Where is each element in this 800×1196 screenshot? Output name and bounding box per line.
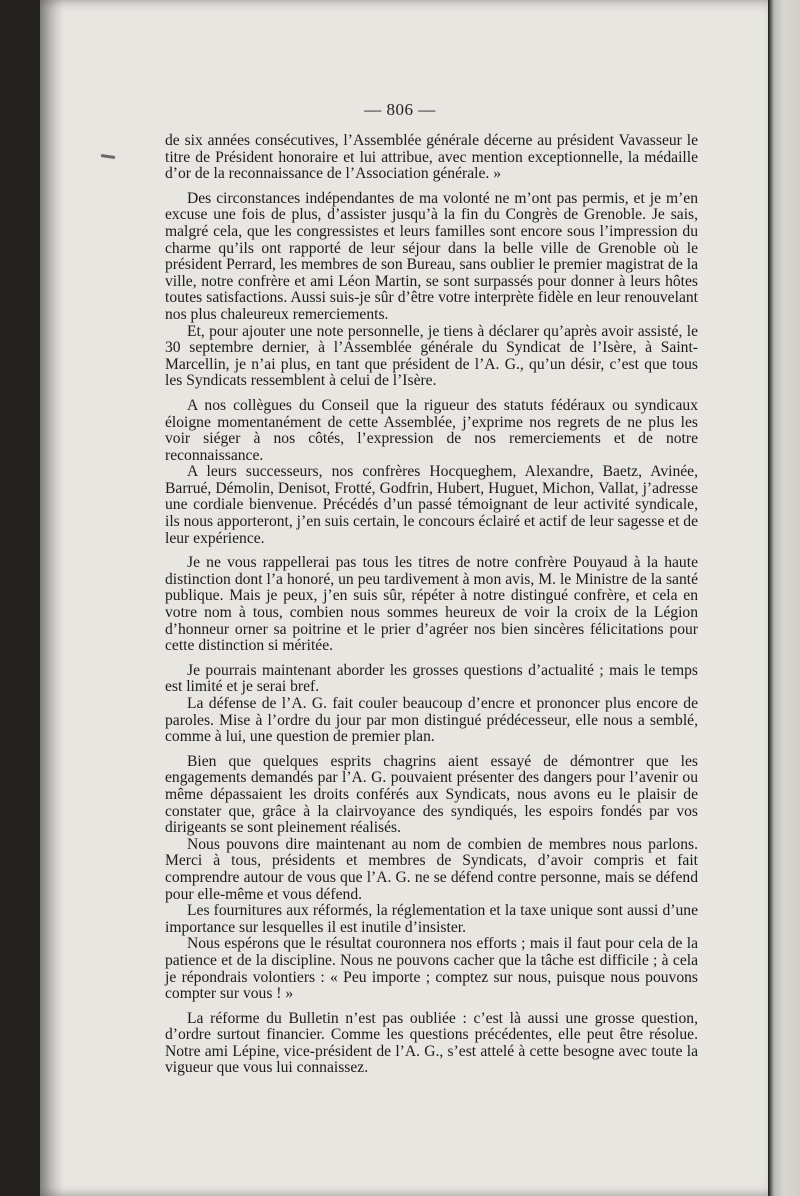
paragraph: Les fournitures aux réformés, la réglementation et la taxe unique sont aussi d’une importance sur lesquelles il est inutile d’insister.: [165, 902, 698, 936]
paragraph: Des circonstances indépendantes de ma volonté ne m’ont pas permis, et je m’en excuse une fois de plus, d’assister jusqu’à la fin du Congrès de Grenoble. Je sais, malgré cela, que les congressistes et leurs familles sont encore sous l’impression du charme qu’ils ont rapporté de leur séjour dans la belle ville de Grenoble où le président Perrard, les membres de son Bureau, sans oublier le premier magistrat de la ville, notre confrère et ami Léon Martin, se sont surpassés pour donner à leurs hôtes toutes satisfactions. Aussi suis-je sûr d’être votre interprète fidèle en leur renouvelant nos plus chaleureux remerciements.: [165, 189, 698, 323]
binding-shadow: [40, 0, 64, 1196]
paragraph: Je pourrais maintenant aborder les grosses questions d’actualité ; mais le temps est limité et je serai bref.: [165, 661, 698, 696]
paragraph: La réforme du Bulletin n’est pas oubliée : c’est là aussi une grosse question, d’ordre surtout financier. Comme les questions précédentes, elle peut être résolue. Notre ami Lépine, vice-président de l’A. G., s’est attelé à cette besogne avec toute la vigueur que vous lui connaissez.: [165, 1009, 698, 1077]
paragraph: Bien que quelques esprits chagrins aient essayé de démontrer que les engagements demandés par l’A. G. pouvaient présenter des dangers pour l’avenir ou même dépassaient les droits conférés aux Syndicats, nous avons eu le plaisir de constater que, grâce à la clairvoyance des syndiqués, les espoirs fondés par vos dirigeants se sont pleinement réalisés.: [165, 752, 698, 837]
paragraph: Je ne vous rappellerai pas tous les titres de notre confrère Pouyaud à la haute distinction dont l’a honoré, un peu tardivement à mon avis, M. le Ministre de la santé publique. Mais je peux, j’en suis sûr, répéter à notre distingué confrère, et cela en votre nom à tous, combien nous sommes heureux de voir la croix de la Légion d’honneur orner sa poitrine et le prier d’agréer nos bien sincères félicitations pour cette distinction si méritée.: [165, 554, 698, 655]
paragraph: Nous espérons que le résultat couronnera nos efforts ; mais il faut pour cela de la patience et de la discipline. Nous ne pouvons cacher que la tâche est difficile ; à cela je répondrais volontiers : « Peu importe ; comptez sur nous, puisque nous pouvons compter sur vous ! »: [165, 935, 698, 1003]
paragraph: La défense de l’A. G. fait couler beaucoup d’encre et prononcer plus encore de paroles. Mise à l’ordre du jour par mon distingué prédécesseur, elle nous a semblé, comme à lui, une question de premier plan.: [165, 695, 698, 746]
paragraph: Et, pour ajouter une note personnelle, je tiens à déclarer qu’après avoir assisté, le 30 septembre dernier, à l’Assemblée générale du Syndicat de l’Isère, à Saint-Marcellin, je n’ai plus, en tant que président de l’A. G., qu’un désir, c’est que tous les Syndicats ressemblent à celui de l’Isère.: [165, 322, 698, 390]
paragraph: de six années consécutives, l’Assemblée générale décerne au président Vavasseur le titre de Président honoraire et lui attribue, avec mention exceptionnelle, la médaille d’or de la reconnaissance de l’Association générale. »: [165, 132, 698, 183]
paragraph: A leurs successeurs, nos confrères Hocqueghem, Alexandre, Baetz, Avinée, Barrué, Démolin, Denisot, Frotté, Godfrin, Hubert, Huguet, Michon, Vallat, j’adresse une cordiale bienvenue. Précédés d’un passé témoignant de leur activité syndicale, ils nous apporteront, j’en suis certain, le concours éclairé et actif de leur sagesse et de leur expérience.: [165, 463, 699, 547]
body-text: [165, 133, 698, 1077]
next-page-edge: [768, 0, 800, 1196]
page-number: — 806 —: [364, 100, 436, 119]
paragraph: A nos collègues du Conseil que la rigueur des statuts fédéraux ou syndicaux éloigne momentanément de cette Assemblée, j’exprime nos regrets de ne plus les voir siéger à nos côtés, l’expression de nos remerciements et de notre reconnaissance.: [165, 396, 698, 464]
paragraph: Nous pouvons dire maintenant au nom de combien de membres nous parlons. Merci à tous, présidents et membres de Syndicats, d’avoir compris et fait comprendre autour de vous que l’A. G. ne se défend contre personne, mais se défend pour elle-même et vous défend.: [165, 835, 698, 903]
